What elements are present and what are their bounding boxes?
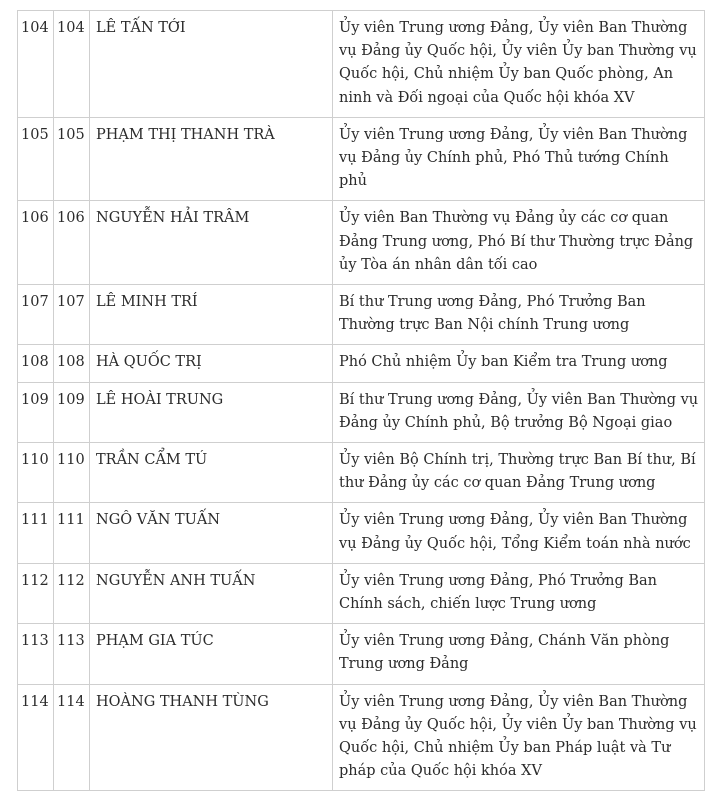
name-cell: LÊ MINH TRÍ [90, 285, 333, 345]
number-cell: 111 [54, 503, 90, 563]
ordinal-cell: 108 [18, 345, 54, 382]
member-table [17, 10, 705, 791]
number-cell: 114 [54, 684, 90, 791]
ordinal-cell: 107 [18, 285, 54, 345]
name-cell: LÊ TẤN TỚI [90, 11, 333, 118]
name-cell: HOÀNG THANH TÙNG [90, 684, 333, 791]
position-cell: Ủy viên Trung ương Đảng, Chánh Văn phòng Trung ương Đảng [333, 624, 705, 684]
ordinal-cell: 104 [18, 11, 54, 118]
ordinal-cell: 114 [18, 684, 54, 791]
name-cell: NGUYỄN HẢI TRÂM [90, 201, 333, 285]
position-cell: Ủy viên Bộ Chính trị, Thường trực Ban Bí thư, Bí thư Đảng ủy các cơ quan Đảng Trung ương [333, 443, 705, 503]
number-cell: 104 [54, 11, 90, 118]
number-cell: 109 [54, 382, 90, 442]
name-cell: LÊ HOÀI TRUNG [90, 382, 333, 442]
position-cell: Ủy viên Trung ương Đảng, Ủy viên Ban Thường vụ Đảng ủy Quốc hội, Ủy viên Ủy ban Thường vụ Quốc hội, Chủ nhiệm Ủy ban Pháp luật và Tư pháp của Quốc hội khóa XV [333, 684, 705, 791]
number-cell: 112 [54, 563, 90, 623]
position-cell: Bí thư Trung ương Đảng, Phó Trưởng Ban Thường trực Ban Nội chính Trung ương [333, 285, 705, 345]
ordinal-cell: 105 [18, 117, 54, 201]
number-cell: 106 [54, 201, 90, 285]
number-cell: 108 [54, 345, 90, 382]
table-row [18, 285, 705, 345]
position-cell: Ủy viên Ban Thường vụ Đảng ủy các cơ quan Đảng Trung ương, Phó Bí thư Thường trực Đảng ủy Tòa án nhân dân tối cao [333, 201, 705, 285]
table-row [18, 684, 705, 791]
name-cell: NGÔ VĂN TUẤN [90, 503, 333, 563]
table-row [18, 11, 705, 118]
number-cell: 110 [54, 443, 90, 503]
position-cell: Ủy viên Trung ương Đảng, Ủy viên Ban Thường vụ Đảng ủy Quốc hội, Tổng Kiểm toán nhà nước [333, 503, 705, 563]
table-row [18, 382, 705, 442]
member-table-container [17, 10, 705, 791]
ordinal-cell: 111 [18, 503, 54, 563]
table-row [18, 345, 705, 382]
number-cell: 105 [54, 117, 90, 201]
ordinal-cell: 112 [18, 563, 54, 623]
number-cell: 107 [54, 285, 90, 345]
name-cell: HÀ QUỐC TRỊ [90, 345, 333, 382]
table-row [18, 624, 705, 684]
position-cell: Ủy viên Trung ương Đảng, Phó Trưởng Ban Chính sách, chiến lược Trung ương [333, 563, 705, 623]
position-cell: Ủy viên Trung ương Đảng, Ủy viên Ban Thường vụ Đảng ủy Chính phủ, Phó Thủ tướng Chính phủ [333, 117, 705, 201]
position-cell: Ủy viên Trung ương Đảng, Ủy viên Ban Thường vụ Đảng ủy Quốc hội, Ủy viên Ủy ban Thường vụ Quốc hội, Chủ nhiệm Ủy ban Quốc phòng, An ninh và Đối ngoại của Quốc hội khóa XV [333, 11, 705, 118]
table-row [18, 443, 705, 503]
name-cell: PHẠM GIA TÚC [90, 624, 333, 684]
name-cell: NGUYỄN ANH TUẤN [90, 563, 333, 623]
table-row [18, 503, 705, 563]
name-cell: PHẠM THỊ THANH TRÀ [90, 117, 333, 201]
ordinal-cell: 110 [18, 443, 54, 503]
position-cell: Bí thư Trung ương Đảng, Ủy viên Ban Thường vụ Đảng ủy Chính phủ, Bộ trưởng Bộ Ngoại giao [333, 382, 705, 442]
member-table-body [18, 11, 705, 791]
ordinal-cell: 109 [18, 382, 54, 442]
position-cell: Phó Chủ nhiệm Ủy ban Kiểm tra Trung ương [333, 345, 705, 382]
number-cell: 113 [54, 624, 90, 684]
table-row [18, 201, 705, 285]
ordinal-cell: 113 [18, 624, 54, 684]
table-row [18, 563, 705, 623]
ordinal-cell: 106 [18, 201, 54, 285]
name-cell: TRẦN CẨM TÚ [90, 443, 333, 503]
table-row [18, 117, 705, 201]
